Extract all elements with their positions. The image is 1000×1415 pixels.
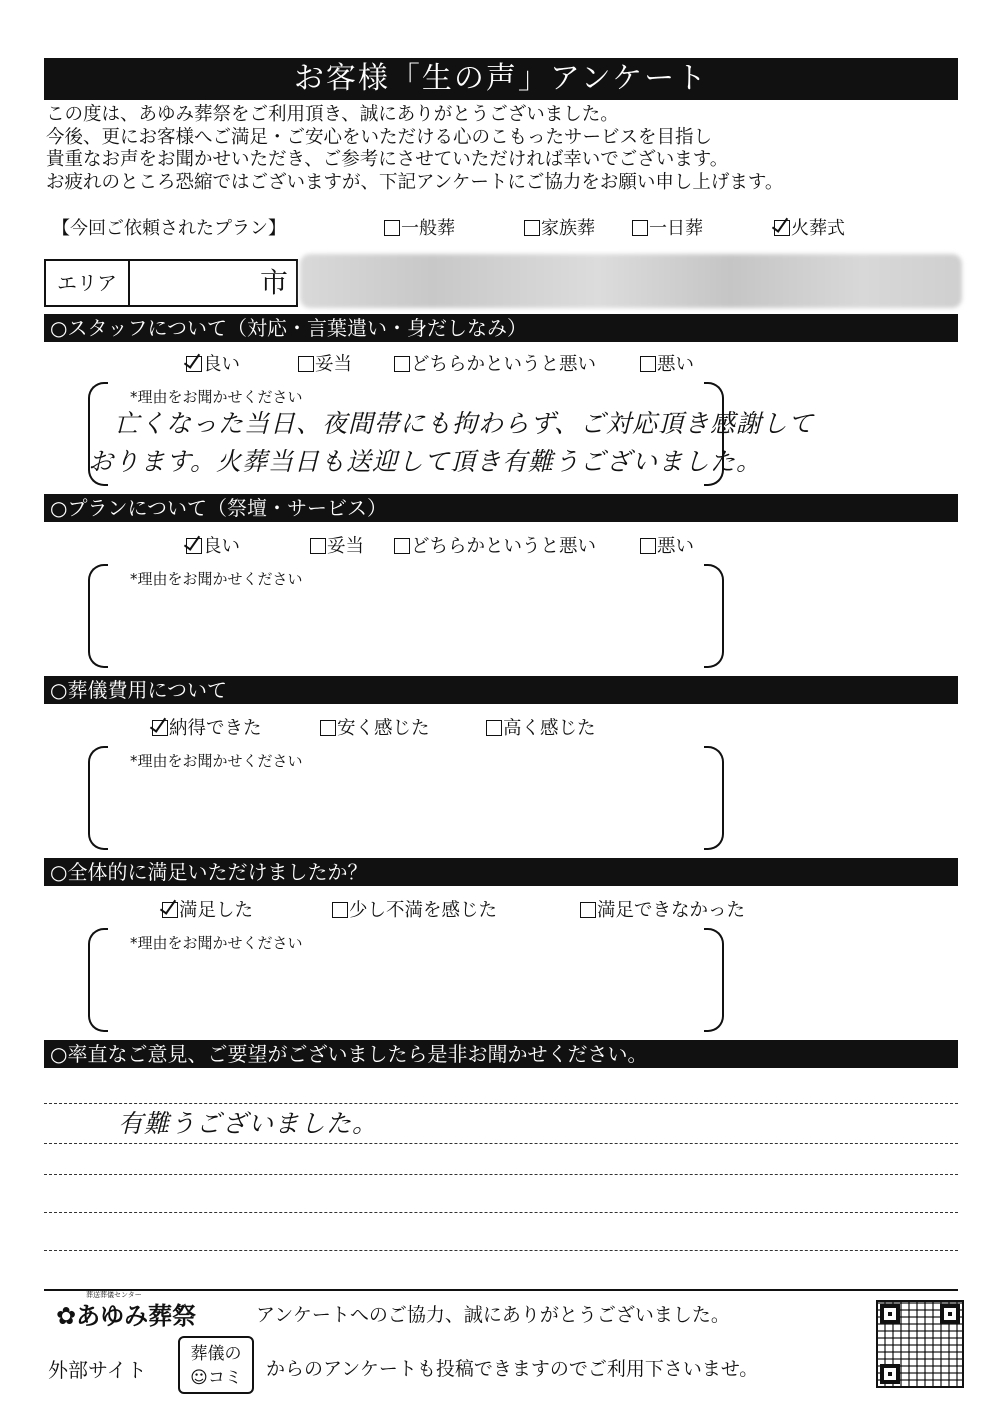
checkbox[interactable] — [486, 720, 502, 736]
plan-option-bad[interactable]: 悪い — [640, 532, 694, 558]
checkbox[interactable] — [632, 220, 648, 236]
overall-option-slightly-dissatisfied[interactable]: 少し不満を感じた — [332, 896, 497, 922]
checkbox[interactable] — [384, 220, 400, 236]
writing-line — [44, 1174, 958, 1175]
survey-title: お客様「生の声」アンケート — [44, 58, 958, 100]
opinion-comment: 有難うございました。 — [118, 1109, 379, 1138]
section-cost-title: ○葬儀費用について — [44, 676, 958, 704]
staff-option-bad[interactable]: 悪い — [640, 350, 694, 376]
staff-option-good[interactable]: 良い — [186, 350, 240, 376]
plan-reason-box[interactable] — [88, 564, 724, 668]
badge-line: 葬儀の — [190, 1344, 242, 1364]
staff-option-somewhat-bad[interactable]: どちらかというと悪い — [394, 350, 596, 376]
plan-option-good[interactable]: 良い — [186, 532, 240, 558]
intro-text — [46, 104, 946, 194]
qr-code-icon[interactable] — [876, 1300, 964, 1388]
intro-line: お疲れのところ恐縮ではございますが、下記アンケートにご協力をお願い申し上げます。 — [46, 171, 784, 193]
redacted-address — [300, 254, 962, 308]
logo-flower-icon: ✿ — [56, 1302, 77, 1330]
checkbox[interactable] — [640, 356, 656, 372]
company-logo: 葬送葬儀センター ✿あゆみ葬祭 — [56, 1291, 197, 1330]
staff-comment-line: おります。火葬当日も送迎して頂き有難うございました。 — [88, 447, 763, 476]
checkbox[interactable] — [320, 720, 336, 736]
intro-line: 今後、更にお客様へご満足・ご安心をいただける心のこもったサービスを目指し — [46, 126, 713, 148]
checkbox[interactable] — [298, 356, 314, 372]
plan-option-ippan[interactable]: 一般葬 — [384, 214, 455, 240]
overall-reason-box[interactable] — [88, 928, 724, 1032]
reason-label: *理由をお聞かせください — [130, 388, 303, 406]
external-site-label: 外部サイト — [48, 1358, 147, 1382]
review-site-badge[interactable] — [178, 1336, 254, 1394]
checked-checkbox[interactable] — [186, 538, 202, 554]
writing-line — [44, 1250, 958, 1251]
reason-label: *理由をお聞かせください — [130, 570, 303, 588]
checkbox[interactable] — [394, 356, 410, 372]
staff-option-fair[interactable]: 妥当 — [298, 350, 352, 376]
cost-option-cheap[interactable]: 安く感じた — [320, 714, 430, 740]
staff-comment-line: 亡くなった当日、夜間帯にも拘わらず、ご対応頂き感謝して — [114, 409, 815, 438]
checkbox[interactable] — [640, 538, 656, 554]
area-label: エリア — [46, 261, 130, 305]
checked-checkbox[interactable] — [152, 720, 168, 736]
section-plan-title: ○プランについて（祭壇・サービス） — [44, 494, 958, 522]
plan-option-fair[interactable]: 妥当 — [310, 532, 364, 558]
logo-tagline: 葬送葬儀センター — [86, 1291, 142, 1299]
checkbox[interactable] — [524, 220, 540, 236]
staff-reason-box[interactable] — [88, 382, 815, 486]
intro-line: 貴重なお声をお聞かせいただき、ご参考にさせていただければ幸いでございます。 — [46, 149, 729, 170]
intro-line: この度は、あゆみ葬祭をご利用頂き、誠にありがとうございました。 — [46, 104, 619, 125]
section-overall-title: ○全体的に満足いただけましたか？ — [44, 858, 958, 886]
overall-option-dissatisfied[interactable]: 満足できなかった — [580, 896, 745, 922]
writing-line — [44, 1143, 958, 1144]
plan-option-kasou[interactable]: 火葬式 — [774, 214, 845, 240]
checkbox[interactable] — [394, 538, 410, 554]
section-opinion-title: ○率直なご意見、ご要望がございましたら是非お聞かせください。 — [44, 1040, 958, 1068]
footer-divider — [44, 1289, 958, 1291]
checkbox[interactable] — [580, 902, 596, 918]
area-city: 市 — [259, 266, 288, 299]
area-field — [44, 259, 298, 307]
cost-option-satisfied[interactable]: 納得できた — [152, 714, 262, 740]
plan-option-ichinichi[interactable]: 一日葬 — [632, 214, 703, 240]
external-site-text: からのアンケートも投稿できますのでご利用下さいませ。 — [266, 1358, 759, 1380]
overall-option-satisfied[interactable]: 満足した — [162, 896, 253, 922]
cost-reason-box[interactable] — [88, 746, 724, 850]
checked-checkbox[interactable] — [186, 356, 202, 372]
section-staff-title: ○スタッフについて（対応・言葉遣い・身だしなみ） — [44, 314, 958, 342]
plan-label: 【今回ご依頼されたプラン】 — [52, 218, 286, 239]
checked-checkbox[interactable] — [774, 220, 790, 236]
cost-option-expensive[interactable]: 高く感じた — [486, 714, 596, 740]
plan-option-somewhat-bad[interactable]: どちらかというと悪い — [394, 532, 596, 558]
badge-line: ☺コミ — [190, 1368, 242, 1388]
plan-option-kazoku[interactable]: 家族葬 — [524, 214, 595, 240]
checked-checkbox[interactable] — [162, 902, 178, 918]
writing-line — [44, 1212, 958, 1213]
reason-label: *理由をお聞かせください — [130, 934, 303, 952]
checkbox[interactable] — [332, 902, 348, 918]
reason-label: *理由をお聞かせください — [130, 752, 303, 770]
footer-thanks: アンケートへのご協力、誠にありがとうございました。 — [256, 1304, 730, 1326]
checkbox[interactable] — [310, 538, 326, 554]
